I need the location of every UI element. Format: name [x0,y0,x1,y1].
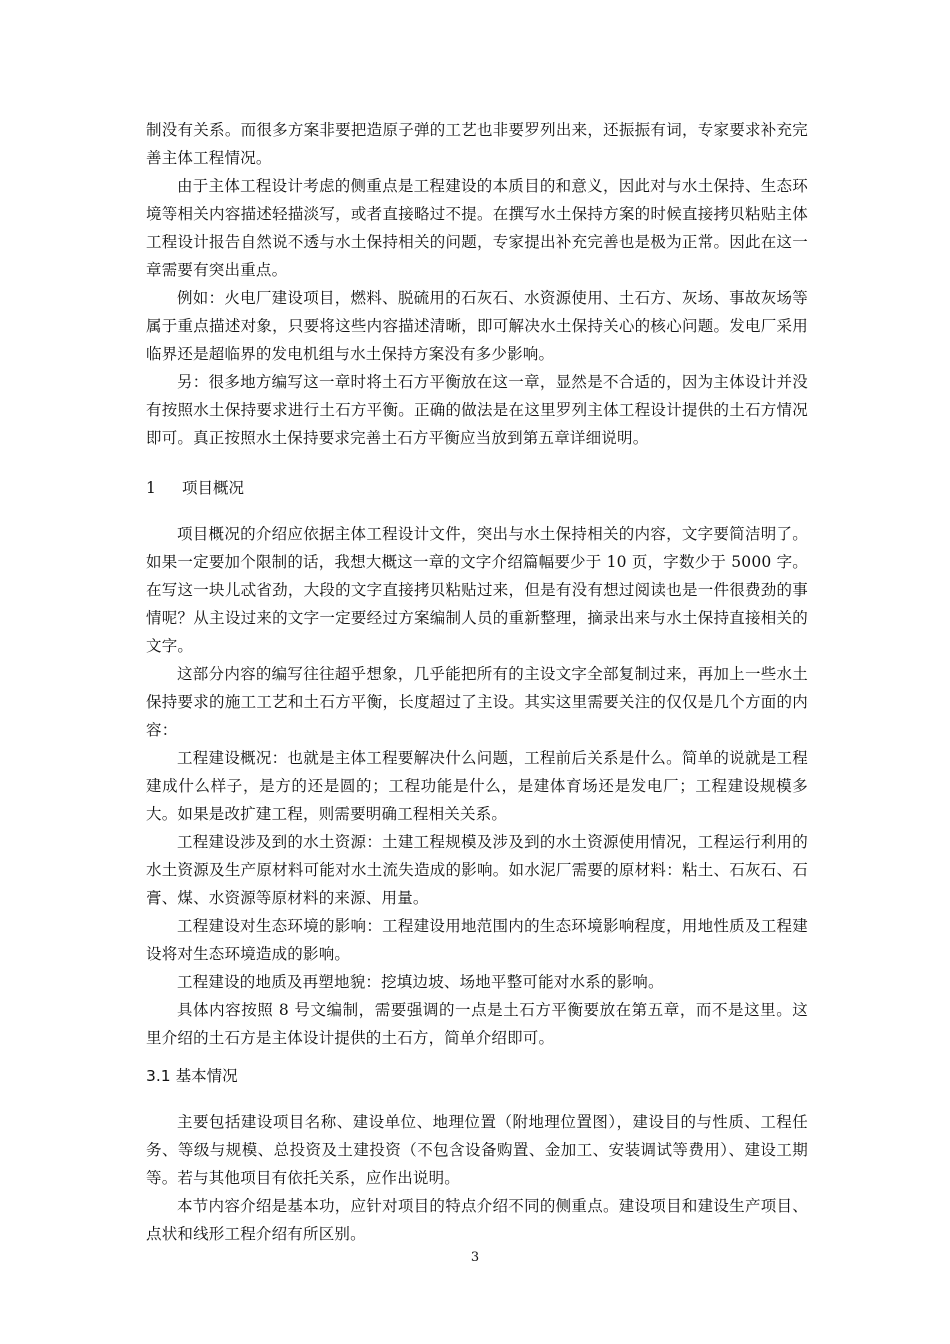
body-paragraph: 具体内容按照 8 号文编制，需要强调的一点是土石方平衡要放在第五章，而不是这里。这里介绍的土石方是主体设计提供的土石方，简单介绍即可。 [146,1001,808,1047]
body-paragraph: 由于主体工程设计考虑的侧重点是工程建设的本质目的和意义，因此对与水土保持、生态环境等相关内容描述轻描淡写，或者直接略过不提。在撰写水土保持方案的时候直接拷贝粘贴主体工程设计报告自然说不透与水土保持相关的问题，专家提出补充完善也是极为正常。因此在这一章需要有突出重点。 [146,177,808,279]
section-title: 项目概况 [182,479,245,497]
section-heading [146,474,808,502]
body-paragraph: 主要包括建设项目名称、建设单位、地理位置（附地理位置图），建设目的与性质、工程任务、等级与规模、总投资及土建投资（不包含设备购置、金加工、安装调试等费用）、建设工期等。若与其他项目有依托关系，应作出说明。 [146,1113,808,1187]
page-number: 3 [470,1250,480,1265]
body-paragraph: 工程建设涉及到的水土资源：土建工程规模及涉及到的水土资源使用情况，工程运行利用的水土资源及生产原材料可能对水土流失造成的影响。如水泥厂需要的原材料：粘土、石灰石、石膏、煤、水资源等原材料的来源、用量。 [146,833,808,907]
subsection-heading: 3.1 基本情况 [146,1067,238,1085]
body-paragraph: 这部分内容的编写往往超乎想象，几乎能把所有的主设文字全部复制过来，再加上一些水土保持要求的施工工艺和土石方平衡，长度超过了主设。其实这里需要关注的仅仅是几个方面的内容： [146,665,808,739]
body-paragraph: 项目概况的介绍应依据主体工程设计文件，突出与水土保持相关的内容，文字要简洁明了。如果一定要加个限制的话，我想大概这一章的文字介绍篇幅要少于 10 页，字数少于 5000 字。在写这一块儿忒省劲，大段的文字直接拷贝粘贴过来，但是有没有想过阅读也是一件很费劲的事情呢？从主设过来的文字一定要经过方案编制人员的重新整理，摘录出来与水土保持直接相关的文字。 [146,525,808,655]
body-paragraph: 制没有关系。而很多方案非要把造原子弹的工艺也非要罗列出来，还振振有词，专家要求补充完善主体工程情况。 [146,121,808,167]
body-paragraph: 工程建设概况：也就是主体工程要解决什么问题，工程前后关系是什么。简单的说就是工程建成什么样子，是方的还是圆的；工程功能是什么，是建体育场还是发电厂；工程建设规模多大。如果是改扩建工程，则需要明确工程相关关系。 [146,749,808,823]
page-content [146,116,808,1248]
body-paragraph: 工程建设对生态环境的影响：工程建设用地范围内的生态环境影响程度，用地性质及工程建设将对生态环境造成的影响。 [146,917,808,963]
body-paragraph: 本节内容介绍是基本功，应针对项目的特点介绍不同的侧重点。建设项目和建设生产项目、点状和线形工程介绍有所区别。 [146,1197,808,1243]
body-paragraph: 例如：火电厂建设项目，燃料、脱硫用的石灰石、水资源使用、土石方、灰场、事故灰场等属于重点描述对象，只要将这些内容描述清晰，即可解决水土保持关心的核心问题。发电厂采用临界还是超临界的发电机组与水土保持方案没有多少影响。 [146,289,808,363]
body-paragraph: 另：很多地方编写这一章时将土石方平衡放在这一章，显然是不合适的，因为主体设计并没有按照水土保持要求进行土石方平衡。正确的做法是在这里罗列主体工程设计提供的土石方情况即可。真正按照水土保持要求完善土石方平衡应当放到第五章详细说明。 [146,373,808,447]
body-paragraph: 工程建设的地质及再塑地貌：挖填边坡、场地平整可能对水系的影响。 [177,973,664,991]
section-number: 1 [146,479,156,497]
